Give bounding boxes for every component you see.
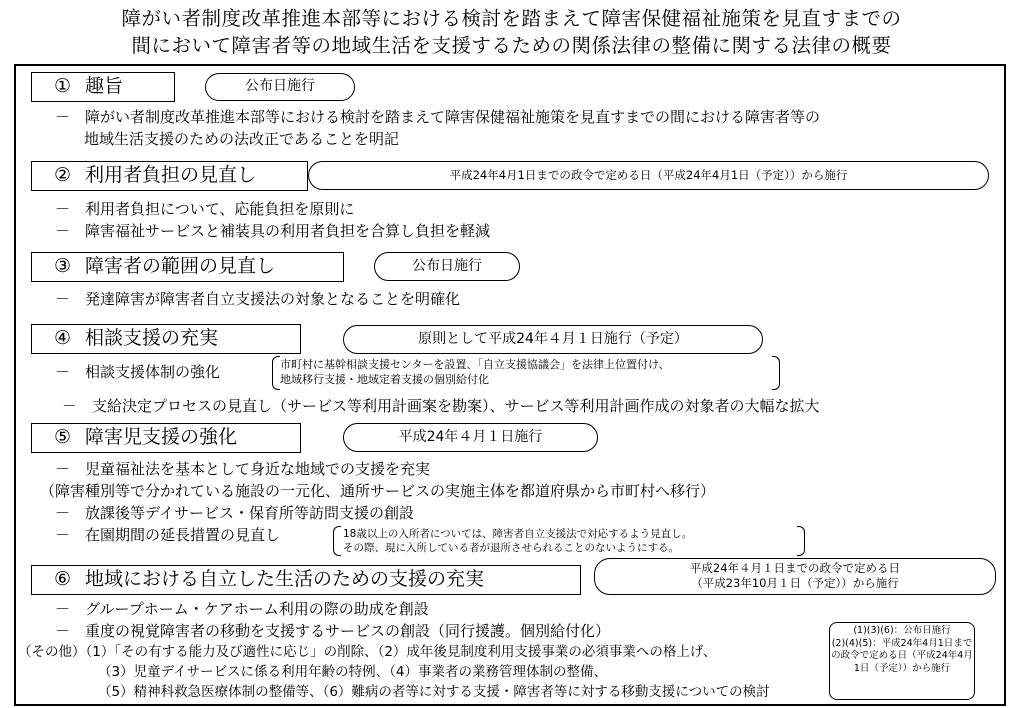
page-title-line1: 障がい者制度改革推進本部等における検討を踏まえて障害保健福祉施策を見直すまでの [121, 7, 902, 30]
section5-number: ⑤ [54, 426, 72, 448]
section2-number: ② [54, 164, 72, 186]
section3-bullet1: － 発達障害が障害者自立支援法の対象となることを明確化 [55, 290, 461, 308]
section2-bullet2: － 障害福祉サービスと補装具の利用者負担を合算し負担を軽減 [55, 222, 491, 240]
effective-date-note [829, 622, 975, 700]
section1-heading: 趣旨 [85, 75, 124, 97]
section4-note-line2: 地域移行支援・地域定着支援の個別給付化 [280, 373, 489, 386]
section6-bullet1: － グループホーム・ケアホーム利用の際の助成を創設 [55, 600, 429, 618]
section2-badge: 平成24年4月1日までの政令で定める日（平成24年4月1日（予定））から施行 [308, 161, 989, 190]
section3-heading: 障害者の範囲の見直し [85, 255, 276, 277]
section5-bullet1-detail: （障害種別等で分かれている施設の一元化、通所サービスの実施主体を都道府県から市町村へ移行） [40, 482, 716, 500]
section6-badge [594, 558, 996, 595]
section6-other-line2: （3）児童デイサービスに係る利用年齢の特例、（4）事業者の業務管理体制の整備、 [98, 664, 607, 680]
section4-heading: 相談支援の充実 [85, 327, 219, 349]
section5-note-line2: その際、現に入所している者が退所させられることのないようにする。 [343, 542, 679, 554]
section6-number: ⑥ [54, 568, 72, 590]
section2-heading-box [31, 161, 308, 191]
section5-heading-box [31, 423, 301, 453]
note-line1: (1)(3)(6)：公布日施行 [853, 625, 951, 636]
section4-bullet1: － 相談支援体制の強化 [55, 363, 221, 381]
section1-bullet1: － 障がい者制度改革推進本部等における検討を踏まえて障害保健福祉施策を見直すまでの間における障害者等の [55, 108, 821, 126]
section5-badge: 平成24年４月１日施行 [343, 423, 598, 452]
section4-heading-box [31, 324, 301, 354]
section5-heading: 障害児支援の強化 [85, 426, 238, 448]
page-title-line2: 間において障害者等の地域生活を支援するための関係法律の整備に関する法律の概要 [131, 34, 892, 57]
section3-heading-box [31, 252, 344, 282]
section1-badge: 公布日施行 [205, 73, 355, 101]
section6-other-line1: （その他）（1）「その有する能力及び適性に応じ」の削除、（2）成年後見制度利用支援事業の必須事業への格上げ、 [18, 644, 717, 660]
section6-heading-box [31, 565, 581, 595]
section3-badge: 公布日施行 [374, 252, 520, 281]
section6-badge-line1: 平成24年４月１日までの政令で定める日 [689, 561, 901, 575]
section4-badge: 原則として平成24年４月１日施行（予定） [343, 325, 763, 354]
section6-bullet2: － 重度の視覚障害者の移動を支援するサービスの創設（同行援護。個別給付化） [55, 622, 611, 640]
section2-heading: 利用者負担の見直し [85, 164, 257, 186]
section4-number: ④ [54, 327, 72, 349]
section1-number: ① [54, 75, 72, 97]
section2-bullet1: － 利用者負担について、応能負担を原則に [55, 200, 355, 218]
section5-bullet3: － 在園期間の延長措置の見直し [55, 526, 281, 544]
section4-bullet2: － 支給決定プロセスの見直し（サービス等利用計画案を勘案）、サービス等利用計画作成の対象者の大幅な拡大 [62, 397, 820, 415]
section6-other-line3: （5）精神科救急医療体制の整備等、（6）難病の者等に対する支援・障害者等に対する移動支援についての検討 [98, 684, 770, 700]
note-line2: (2)(4)(5)：平成24年4月1日までの政令で定める日（平成24年4月1日（予定））から施行 [831, 637, 973, 674]
section4-note-line1: 市町村に基幹相談支援センターを設置、「自立支援協議会」を法律上位置付け、 [280, 358, 670, 371]
section5-bullet1: － 児童福祉法を基本として身近な地域での支援を充実 [55, 460, 431, 478]
section1-heading-box [31, 72, 175, 102]
section6-heading: 地域における自立した生活のための支援の充実 [85, 568, 485, 590]
section5-note-line1: 18歳以上の入所者については、障害者自立支援法で対応するよう見直し。 [343, 528, 693, 540]
section6-badge-line2: （平成23年10月１日（予定））から施行 [691, 576, 899, 590]
section3-number: ③ [54, 255, 72, 277]
section5-bullet2: － 放課後等デイサービス・保育所等訪問支援の創設 [55, 504, 414, 522]
section1-bullet1-cont: 地域生活支援のための法改正であることを明記 [84, 130, 400, 148]
